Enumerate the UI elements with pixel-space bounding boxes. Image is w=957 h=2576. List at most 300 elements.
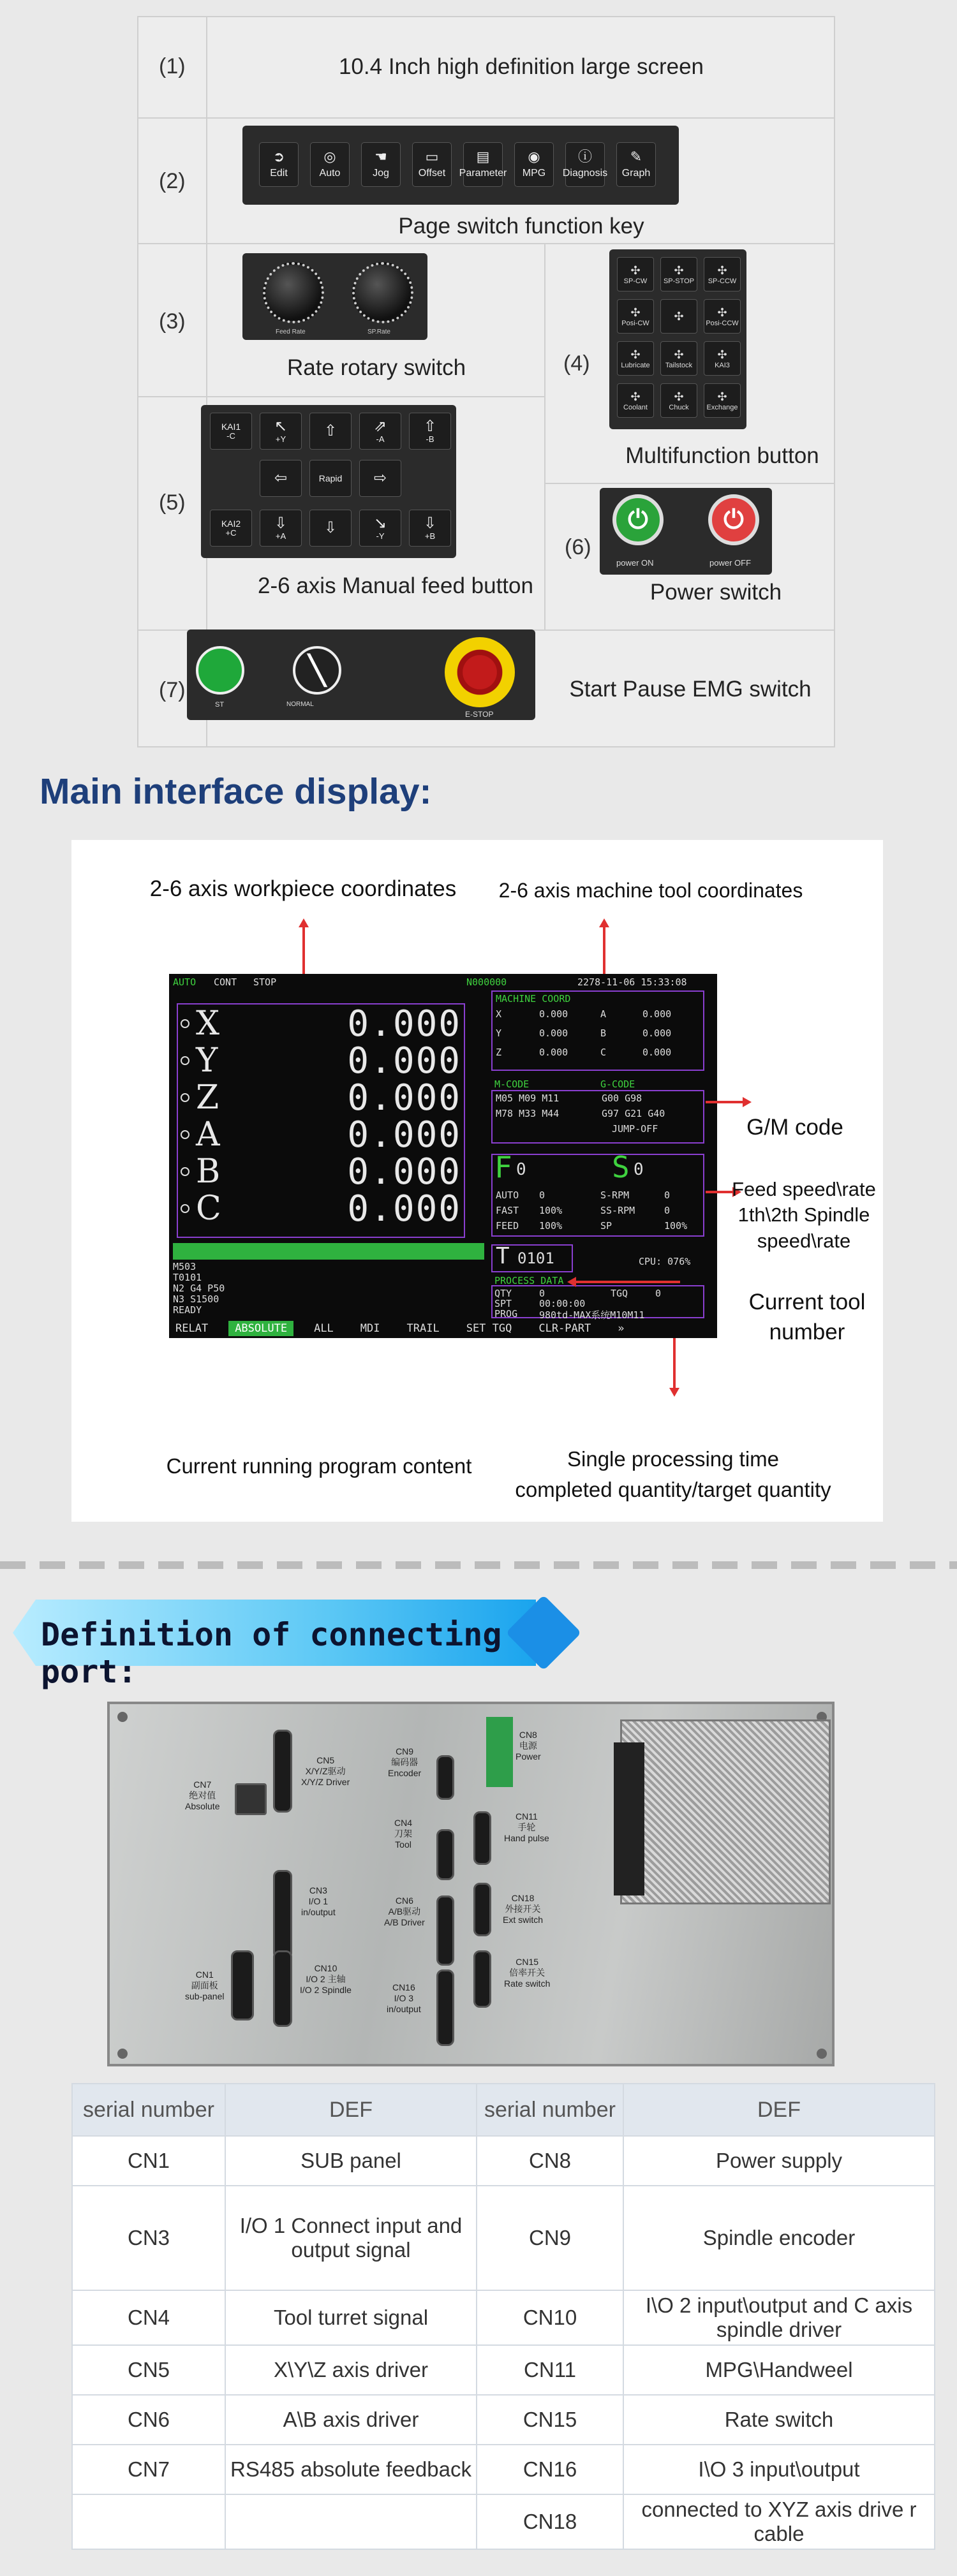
power-off-label: power OFF: [709, 558, 752, 568]
axis-key-0[interactable]: [210, 413, 252, 450]
rate-label: AUTO: [496, 1189, 519, 1201]
power-terminal-green: [486, 1717, 513, 1787]
multi-key-icon: ✣: [674, 309, 684, 323]
page-key-label: Parameter: [459, 168, 507, 179]
axis-value: 0.000: [347, 1040, 461, 1082]
caption-power-switch: Power switch: [649, 580, 782, 605]
rate-label: FAST: [496, 1205, 519, 1216]
multi-key-posi-ccw[interactable]: [704, 299, 741, 334]
machine-coord-value: 0.000: [642, 1008, 672, 1020]
feed-rate-label: Feed Rate: [276, 328, 306, 335]
multi-key-label: Tailstock: [665, 361, 693, 369]
axis-key-7[interactable]: [359, 460, 401, 497]
multi-key-sp-stop[interactable]: [660, 257, 697, 291]
axis-key-symbol: ⇨: [373, 469, 387, 487]
multi-key-tailstock[interactable]: [660, 341, 697, 376]
rate-value: 0: [664, 1205, 671, 1216]
table-cell: CN15: [477, 2395, 623, 2445]
multi-key-icon: ✣: [717, 305, 727, 319]
cpu-usage: CPU: 076%: [639, 1256, 691, 1267]
axis-value: 0.000: [347, 1151, 461, 1193]
axis-key-symbol: ↖: [274, 417, 288, 435]
page-key-icon: ◎: [323, 149, 336, 165]
caption-multifunction: Multifunction button: [625, 443, 819, 468]
page-key-icon: ➲: [272, 149, 285, 165]
axis-key-symbol: Rapid: [318, 473, 343, 483]
cn11-port: [473, 1811, 491, 1865]
table-row: [72, 2186, 935, 2290]
arrow-head-gm: [743, 1097, 752, 1107]
feed-letter: F: [494, 1150, 512, 1184]
table-cell: Rate switch: [623, 2395, 935, 2445]
manual-feed-panel: [201, 405, 456, 558]
multi-key-label: Chuck: [669, 403, 689, 411]
header-serial-number-2: serial number: [477, 2084, 623, 2136]
page-key-parameter[interactable]: [459, 142, 507, 187]
page-key-label: Graph: [621, 168, 651, 179]
axis-key-symbol: ⇗: [373, 417, 387, 435]
table-cell: [72, 2494, 225, 2549]
multi-key-lubricate[interactable]: [617, 341, 654, 376]
screen-stop: STOP: [253, 976, 277, 988]
board-label-cn7: CN7 绝对值 Absolute: [185, 1779, 220, 1811]
cnc-screen: [169, 974, 717, 1338]
axis-key-symbol: ⇧: [323, 422, 338, 439]
axis-key-10[interactable]: [309, 510, 352, 547]
row-number-5: (5): [159, 490, 186, 515]
axis-key-2[interactable]: [309, 413, 352, 450]
table-cell: CN5: [72, 2345, 225, 2395]
arrow-line-workpiece: [302, 925, 305, 980]
rate-label: SP: [600, 1220, 612, 1232]
board-label-cn8: CN8 电源 Power: [516, 1730, 541, 1762]
gcode-row-3: JUMP-OFF: [612, 1123, 658, 1135]
mcode-row-1: M05 M09 M11: [496, 1093, 560, 1104]
row-number-1: (1): [159, 54, 186, 78]
table-cell: I\O 2 input\output and C axis spindle driver: [623, 2290, 935, 2345]
program-line: T0101: [173, 1272, 202, 1283]
page-key-label: Offset: [418, 168, 446, 179]
cn3-port: [273, 1870, 292, 1959]
softkey-absolute[interactable]: ABSOLUTE: [228, 1321, 293, 1336]
multi-key-icon: ✣: [674, 263, 684, 277]
page-key-label: Jog: [373, 168, 389, 179]
annotation-tool-number: Current tool number: [748, 1290, 866, 1345]
page-switch-key-panel: [242, 126, 679, 205]
tgq-label: TGQ: [611, 1288, 628, 1299]
psu-terminal-block: [614, 1742, 644, 1895]
machine-coord-axis: B: [600, 1027, 607, 1039]
normal-label: NORMAL: [286, 701, 314, 708]
rate-label: S-RPM: [600, 1189, 630, 1201]
process-data-title: PROCESS DATA: [494, 1275, 564, 1286]
table-cell: RS485 absolute feedback: [225, 2445, 477, 2494]
board-label-cn3: CN3 I/O 1 in/output: [301, 1885, 336, 1917]
page-key-icon: ✎: [630, 149, 642, 165]
feed-rate-knob[interactable]: [263, 262, 324, 323]
multi-key-exchange[interactable]: [704, 383, 741, 418]
axis-row-b: [181, 1151, 461, 1193]
rate-label: FEED: [496, 1220, 519, 1232]
qty-label: QTY: [494, 1288, 512, 1299]
multi-key-icon: ✣: [717, 348, 727, 361]
annotation-machine-coords: 2-6 axis machine tool coordinates: [498, 879, 803, 902]
axis-key-sub: -B: [426, 434, 434, 444]
ports-title: Definition of connecting port:: [41, 1616, 502, 1690]
spindle-rate-label: SP.Rate: [367, 328, 390, 335]
cn1-port: [231, 1950, 254, 2020]
multi-key-label: Coolant: [623, 403, 648, 411]
axis-key-12[interactable]: [409, 510, 451, 547]
row-number-7: (7): [159, 678, 186, 702]
multi-key-icon: ✣: [717, 263, 727, 277]
axis-key-symbol: ⇩: [274, 514, 288, 532]
mcode-title: M-CODE: [494, 1078, 530, 1090]
controller-board-image: [107, 1702, 835, 2066]
arrow-head-machine: [599, 918, 609, 927]
softkey-relat[interactable]: RELAT: [175, 1321, 209, 1335]
multi-key-label: SP-CW: [623, 277, 648, 285]
axis-value: 0.000: [347, 1114, 461, 1156]
table-cell: CN18: [477, 2494, 623, 2549]
softkey-trail[interactable]: TRAIL: [406, 1321, 440, 1335]
board-label-cn10: CN10 I/O 2 主轴 I/O 2 Spindle: [300, 1963, 352, 1995]
rate-value: 100%: [539, 1205, 563, 1216]
machine-coord-value: 0.000: [539, 1008, 568, 1020]
table-header-row: [72, 2084, 935, 2136]
prog-value: 980td-MAX系统M10M11: [539, 1309, 645, 1321]
axis-indicator-icon: [181, 1056, 189, 1065]
multi-key-label: KAI3: [715, 361, 730, 369]
gcode-title: G-CODE: [600, 1078, 635, 1090]
axis-row-z: [181, 1077, 461, 1119]
table-cell: CN7: [72, 2445, 225, 2494]
screen-mode: AUTO: [173, 976, 197, 988]
screen-softkey-bar: [169, 1318, 717, 1338]
caption-page-switch: Page switch function key: [398, 214, 644, 239]
table-cell: CN11: [477, 2345, 623, 2395]
annotation-workpiece-coords: 2-6 axis workpiece coordinates: [149, 876, 457, 901]
axis-value: 0.000: [347, 1188, 461, 1230]
table-cell: I\O 3 input\output: [623, 2445, 935, 2494]
axis-letter: Y: [196, 1041, 218, 1080]
table-cell: CN4: [72, 2290, 225, 2345]
spt-label: SPT: [494, 1298, 512, 1309]
board-label-cn5: CN5 X/Y/Z驱动 X/Y/Z Driver: [301, 1755, 350, 1787]
softkey-mdi[interactable]: MDI: [360, 1321, 380, 1335]
axis-letter: C: [196, 1189, 221, 1228]
axis-row-c: [181, 1188, 461, 1230]
port-definition-table: [71, 2083, 935, 2550]
program-line: N2 G4 P50: [173, 1283, 225, 1294]
machine-coord-axis: X: [496, 1008, 502, 1020]
page-key-icon: ◉: [528, 149, 540, 165]
axis-value: 0.000: [347, 1003, 461, 1045]
axis-key-1[interactable]: [260, 413, 302, 450]
arrow-line-processing: [673, 1338, 676, 1389]
axis-indicator-icon: [181, 1167, 189, 1176]
program-progress-bar: [173, 1243, 484, 1260]
spindle-letter: S: [612, 1150, 630, 1184]
rate-value: 100%: [539, 1220, 563, 1232]
multi-key-chuck[interactable]: [660, 383, 697, 418]
feed-value: 0: [516, 1160, 526, 1179]
axis-letter: A: [196, 1115, 220, 1154]
axis-letter: Z: [196, 1078, 219, 1117]
qty-value: 0: [539, 1288, 545, 1299]
header-serial-number-1: serial number: [72, 2084, 225, 2136]
softkey-all[interactable]: ALL: [314, 1321, 334, 1335]
axis-key-sub: +Y: [275, 434, 286, 444]
multi-key-icon: ✣: [630, 348, 641, 361]
multifunction-panel: [609, 249, 746, 429]
multi-key-sp-cw[interactable]: [617, 257, 654, 291]
board-label-cn6: CN6 A/B驱动 A/B Driver: [384, 1895, 425, 1927]
multi-key-posi-cw[interactable]: [617, 299, 654, 334]
axis-key-9[interactable]: [260, 510, 302, 547]
axis-key-sub: +A: [275, 531, 286, 541]
table-cell: Spindle encoder: [623, 2186, 935, 2290]
axis-key-sub: +C: [225, 527, 237, 538]
table-cell: SUB panel: [225, 2136, 477, 2186]
axis-value: 0.000: [347, 1077, 461, 1119]
page-key-offset[interactable]: [412, 142, 452, 187]
axis-letter: B: [196, 1152, 221, 1191]
board-label-cn18: CN18 外接开关 Ext switch: [503, 1893, 544, 1925]
axis-key-symbol: ⇩: [323, 519, 338, 536]
page-key-auto[interactable]: [310, 142, 350, 187]
rate-label: SS-RPM: [600, 1205, 635, 1216]
estop-label: E-STOP: [465, 710, 494, 719]
row-number-3: (3): [159, 309, 186, 334]
arrow-line-tool: [575, 1281, 680, 1283]
multi-key-blank[interactable]: [660, 299, 697, 334]
screen-datetime: 2278-11-06 15:33:08: [577, 976, 687, 988]
header-def-2: DEF: [623, 2084, 935, 2136]
table-cell: CN9: [477, 2186, 623, 2290]
annotation-program-content: Current running program content: [166, 1454, 472, 1478]
page-key-icon: ☚: [375, 149, 387, 165]
prog-label: PROG: [494, 1308, 518, 1320]
caption-screen: 10.4 Inch high definition large screen: [338, 54, 704, 79]
table-cell: A\B axis driver: [225, 2395, 477, 2445]
caption-rate-rotary: Rate rotary switch: [286, 355, 466, 380]
page-key-label: Diagnosis: [562, 168, 608, 179]
table-cell: I/O 1 Connect input and output signal: [225, 2186, 477, 2290]
multi-key-label: Lubricate: [621, 361, 650, 369]
tgq-value: 0: [655, 1288, 662, 1299]
table-cell: CN10: [477, 2290, 623, 2345]
axis-key-sub: -C: [226, 431, 235, 441]
table-cell: Tool turret signal: [225, 2290, 477, 2345]
machine-coord-axis: Y: [496, 1027, 502, 1039]
row-number-6: (6): [565, 535, 591, 559]
power-off-button[interactable]: ⏻: [708, 494, 759, 545]
power-on-button[interactable]: ⏻: [612, 494, 664, 545]
axis-letter: X: [196, 1005, 220, 1043]
ports-banner: [13, 1600, 587, 1690]
board-label-cn15: CN15 倍率开关 Rate switch: [504, 1957, 551, 1989]
multi-key-label: SP-CCW: [708, 277, 737, 285]
axis-key-4[interactable]: [409, 413, 451, 450]
machine-coord-axis: Z: [496, 1047, 502, 1058]
page-key-icon: ▭: [425, 149, 439, 165]
program-line: N3 S1500: [173, 1293, 219, 1305]
softkey-set-tgq[interactable]: SET TGQ: [466, 1321, 512, 1335]
board-label-cn16: CN16 I/O 3 in/output: [387, 1982, 421, 2014]
cn15-port: [473, 1950, 491, 2008]
rate-value: 0: [664, 1189, 671, 1201]
table-cell: CN6: [72, 2395, 225, 2445]
table-row: [72, 2136, 935, 2186]
header-def-1: DEF: [225, 2084, 477, 2136]
axis-key-6[interactable]: [309, 460, 352, 497]
axis-key-8[interactable]: [210, 510, 252, 547]
axis-key-symbol: ⇧: [423, 417, 437, 435]
page-key-jog[interactable]: [361, 142, 401, 187]
table-cell: Power supply: [623, 2136, 935, 2186]
board-label-cn4: CN4 刀架 Tool: [394, 1818, 413, 1850]
table-row: [72, 2445, 935, 2494]
cn7-rj45-port: [235, 1783, 267, 1815]
cn6-port: [436, 1895, 454, 1966]
cn10-port: [273, 1950, 292, 2027]
table-row: [72, 2345, 935, 2395]
axis-indicator-icon: [181, 1204, 189, 1213]
machine-coord-axis: A: [600, 1008, 607, 1020]
machine-coord-value: 0.000: [642, 1047, 672, 1058]
spindle-rate-knob[interactable]: [352, 262, 413, 323]
machine-coord-title: MACHINE COORD: [496, 993, 571, 1005]
table-row: [72, 2494, 935, 2549]
multi-key-kai3[interactable]: [704, 341, 741, 376]
multi-key-label: Posi-CCW: [706, 319, 739, 327]
annotation-gm-code: G/M code: [746, 1115, 843, 1140]
axis-key-symbol: ⇦: [274, 469, 288, 487]
screen-status: READY: [173, 1304, 202, 1316]
page-key-label: MPG: [522, 168, 546, 179]
multi-key-icon: ✣: [717, 390, 727, 403]
axis-row-y: [181, 1040, 461, 1082]
board-label-cn9: CN9 编码器 Encoder: [388, 1746, 422, 1778]
multi-key-icon: ✣: [630, 263, 641, 277]
multi-key-icon: ✣: [674, 390, 684, 403]
multi-key-label: SP-STOP: [663, 277, 695, 285]
page-key-mpg[interactable]: [514, 142, 554, 187]
rate-value: 100%: [664, 1220, 688, 1232]
softkey-clr-part[interactable]: CLR-PART: [538, 1321, 591, 1335]
machine-coord-value: 0.000: [539, 1027, 568, 1039]
cn9-port: [436, 1755, 454, 1800]
multi-key-icon: ✣: [630, 305, 641, 319]
gcode-row-1: G00 G98: [602, 1093, 642, 1104]
axis-key-symbol: KAI1: [221, 421, 241, 432]
axis-key-sub: -A: [376, 434, 385, 444]
axis-row-a: [181, 1114, 461, 1156]
multi-key-label: Exchange: [706, 403, 738, 411]
page-key-label: Edit: [270, 168, 288, 179]
program-line: M503: [173, 1261, 197, 1272]
tool-value: 0101: [517, 1249, 554, 1267]
emergency-stop-button[interactable]: [445, 637, 515, 707]
arrow-line-gm: [706, 1101, 744, 1103]
caption-manual-feed: 2-6 axis Manual feed button: [258, 573, 533, 598]
function-table: [137, 16, 835, 747]
table-row: [72, 2290, 935, 2345]
axis-indicator-icon: [181, 1130, 189, 1139]
power-on-label: power ON: [616, 558, 654, 568]
row-number-4: (4): [563, 351, 590, 376]
screen-cont: CONT: [214, 976, 237, 988]
board-label-cn1: CN1 副面板 sub-panel: [185, 1969, 225, 2001]
page-key-icon: ⓘ: [577, 149, 592, 165]
table-cell: MPG\Handweel: [623, 2345, 935, 2395]
axis-key-sub: -Y: [376, 531, 385, 541]
cn18-port: [473, 1883, 491, 1936]
multi-key-icon: ✣: [674, 348, 684, 361]
multi-key-label: Posi-CW: [621, 319, 649, 327]
axis-key-3[interactable]: [359, 413, 401, 450]
caption-start-pause-emg: Start Pause EMG switch: [569, 677, 812, 702]
machine-coord-axis: C: [600, 1047, 607, 1058]
table-cell: X\Y\Z axis driver: [225, 2345, 477, 2395]
table-cell: CN3: [72, 2186, 225, 2290]
axis-key-symbol: ⇩: [423, 514, 437, 532]
table-cell: [225, 2494, 477, 2549]
pause-selector-knob[interactable]: ╲: [293, 646, 341, 695]
machine-coord-value: 0.000: [539, 1047, 568, 1058]
start-button[interactable]: [196, 646, 244, 695]
power-switch-panel: [600, 488, 772, 575]
multi-key-coolant[interactable]: [617, 383, 654, 418]
multi-key-sp-ccw[interactable]: [704, 257, 741, 291]
axis-indicator-icon: [181, 1093, 189, 1102]
screen-program-number: N000000: [466, 976, 507, 988]
board-screw: [117, 1712, 128, 1722]
tool-letter: T: [496, 1243, 510, 1269]
page-key-diagnosis[interactable]: [562, 142, 608, 187]
spt-value: 00:00:00: [539, 1298, 586, 1309]
spindle-value: 0: [634, 1160, 644, 1179]
board-screw: [117, 2049, 128, 2059]
annotation-processing: Single processing time completed quantity/target quantity: [515, 1447, 831, 1501]
arrow-head-tool: [567, 1277, 576, 1287]
start-label: ST: [215, 701, 225, 709]
arrow-head-workpiece: [299, 918, 309, 927]
cn4-port: [436, 1829, 454, 1880]
rate-rotary-panel: [242, 253, 427, 340]
start-pause-emg-panel: [187, 629, 535, 720]
cn16-port: [436, 1969, 454, 2046]
machine-coord-value: 0.000: [642, 1027, 672, 1039]
axis-key-11[interactable]: [359, 510, 401, 547]
page-key-edit[interactable]: [259, 142, 299, 187]
page-key-icon: ▤: [476, 149, 490, 165]
arrow-head-processing: [669, 1388, 679, 1397]
rate-value: 0: [539, 1189, 545, 1201]
table-row: [72, 2395, 935, 2445]
softkey--[interactable]: »: [618, 1321, 625, 1335]
board-label-cn11: CN11 手轮 Hand pulse: [504, 1811, 549, 1843]
power-supply-unit: [620, 1719, 831, 1904]
page-key-graph[interactable]: [616, 142, 656, 187]
page-key-label: Auto: [319, 168, 341, 179]
axis-key-5[interactable]: [260, 460, 302, 497]
row-number-2: (2): [159, 169, 186, 193]
mcode-row-2: M78 M33 M44: [496, 1108, 560, 1119]
axis-key-symbol: KAI2: [221, 518, 241, 529]
table-cell: connected to XYZ axis drive r cable: [623, 2494, 935, 2549]
